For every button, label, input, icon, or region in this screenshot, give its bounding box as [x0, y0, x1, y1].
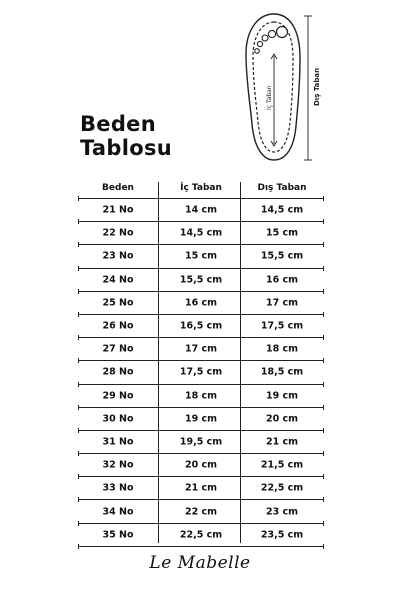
table-row [78, 524, 324, 546]
table-cell: 18 cm [265, 343, 299, 355]
table-row [78, 315, 324, 337]
table-cell: 27 No [102, 343, 134, 355]
foot-sole-diagram [240, 6, 330, 166]
table-cell: 17 cm [265, 297, 299, 309]
table-cell: 16 cm [265, 274, 299, 286]
table-cell: 25 No [102, 297, 134, 309]
table-cell: 20 cm [265, 413, 299, 425]
title-line-2: Tablosu [80, 136, 172, 160]
table-row [78, 385, 324, 407]
table-row [78, 408, 324, 430]
table-cell: 19 cm [265, 390, 299, 402]
table-cell: 22 No [102, 227, 134, 239]
table-cell: 15,5 cm [179, 274, 223, 286]
table-cell: 22,5 cm [179, 529, 223, 541]
table-cell: 15 cm [265, 227, 299, 239]
table-cell: 21 cm [184, 482, 218, 494]
column-header: Beden [102, 183, 134, 193]
table-cell: 28 No [102, 366, 134, 378]
table-cell: 19 cm [184, 413, 218, 425]
table-row [78, 500, 324, 522]
column-divider [240, 182, 241, 543]
table-row [78, 477, 324, 499]
table-cell: 15,5 cm [260, 250, 304, 262]
table-cell: 33 No [102, 482, 134, 494]
table-cell: 23 No [102, 250, 134, 262]
title-line-1: Beden [80, 112, 156, 136]
table-row [78, 454, 324, 476]
table-cell: 26 No [102, 320, 134, 332]
toe-icon [277, 27, 288, 38]
table-cell: 29 No [102, 390, 134, 402]
table-cell: 34 No [102, 506, 134, 518]
toe-icon [268, 30, 275, 37]
toe-icon [262, 35, 268, 41]
column-header: Dış Taban [257, 183, 307, 193]
table-cell: 19,5 cm [179, 436, 223, 448]
table-cell: 23,5 cm [260, 529, 304, 541]
table-row [78, 245, 324, 267]
table-cell: 21 cm [265, 436, 299, 448]
table-cell: 18,5 cm [260, 366, 304, 378]
column-divider [158, 182, 159, 543]
table-row [78, 222, 324, 244]
table-cell: 32 No [102, 459, 134, 471]
brand-logo: Le Mabelle [149, 553, 251, 573]
table-header-row [78, 178, 324, 198]
table-cell: 24 No [102, 274, 134, 286]
table-row [78, 361, 324, 383]
table-cell: 22 cm [184, 506, 218, 518]
outer-sole-label: Dış Taban [313, 67, 321, 106]
table-cell: 17 cm [184, 343, 218, 355]
table-cell: 23 cm [265, 506, 299, 518]
table-cell: 30 No [102, 413, 134, 425]
table-cell: 22,5 cm [260, 482, 304, 494]
table-row [78, 338, 324, 360]
column-header: İç Taban [180, 183, 222, 193]
row-divider [78, 546, 324, 547]
table-cell: 15 cm [184, 250, 218, 262]
table-row [78, 199, 324, 221]
outer-sole-outline [246, 14, 300, 160]
table-cell: 31 No [102, 436, 134, 448]
table-cell: 16 cm [184, 297, 218, 309]
table-cell: 20 cm [184, 459, 218, 471]
table-cell: 14 cm [184, 204, 218, 216]
table-cell: 21,5 cm [260, 459, 304, 471]
table-cell: 35 No [102, 529, 134, 541]
table-cell: 14,5 cm [260, 204, 304, 216]
table-row [78, 431, 324, 453]
table-cell: 21 No [102, 204, 134, 216]
inner-sole-label: İç Taban [266, 85, 273, 110]
table-row [78, 269, 324, 291]
toe-icon [257, 41, 262, 46]
size-table [78, 178, 324, 547]
table-cell: 16,5 cm [179, 320, 223, 332]
table-row [78, 292, 324, 314]
table-cell: 14,5 cm [179, 227, 223, 239]
table-cell: 17,5 cm [179, 366, 223, 378]
table-cell: 18 cm [184, 390, 218, 402]
toe-icon [255, 49, 260, 54]
table-cell: 17,5 cm [260, 320, 304, 332]
page-title [80, 112, 172, 160]
